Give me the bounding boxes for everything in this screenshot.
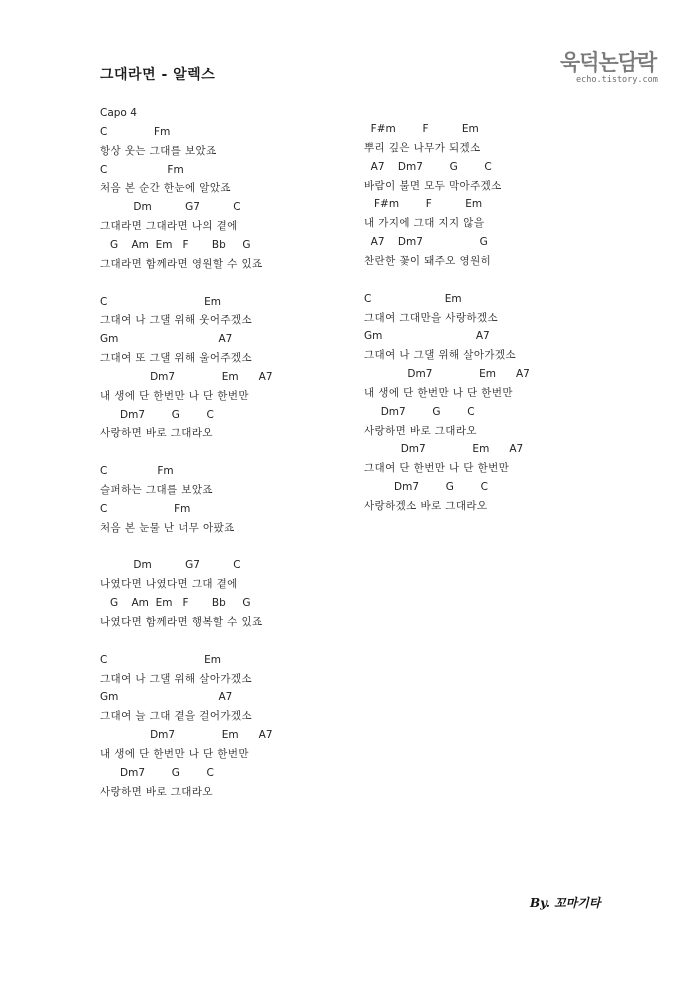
lyric-line: 사랑하면 바로 그대라오 [364,424,477,437]
lyric-line: 뿌리 깊은 나무가 되겠소 [364,141,481,154]
logo-url-text: echo.tistory.com [576,75,658,85]
chord-line: Dm7 G C [364,481,488,494]
lyric-line: 그대여 그대만을 사랑하겠소 [364,311,498,324]
lyric-line: 그대여 또 그댈 위해 울어주겠소 [100,352,253,365]
chord-line: Dm7 Em A7 [364,443,524,456]
chord-line: Gm A7 [100,691,233,704]
chord-line: Dm7 G C [100,408,214,421]
chord-line: C Fm [100,502,191,515]
chord-line: Dm G7 C [100,201,241,214]
logo-main-text: 욱덕논담락 [560,51,657,76]
lyric-line: 사랑하면 바로 그대라오 [100,427,213,440]
chord-line: C Em [364,292,462,305]
chord-line: G Am Em F Bb G [100,238,251,251]
lyric-line: 내 생에 단 한번만 나 단 한번만 [100,747,249,760]
lyric-line: 나였다면 함께라면 행복할 수 있죠 [100,615,263,628]
author-signature: By. 꼬마기타 [530,896,601,910]
lyric-line: 처음 본 순간 한눈에 알았죠 [100,182,231,195]
lyric-line: 처음 본 눈물 난 너무 아팠죠 [100,521,235,534]
blog-logo [560,46,680,98]
lyric-line: 그대여 나 그댈 위해 살아가겠소 [364,349,517,362]
chord-line: C Fm [100,125,171,138]
lyric-line: 그대여 단 한번만 나 단 한번만 [364,462,510,475]
chord-line: Dm7 Em A7 [100,729,273,742]
chord-line: Capo 4 [100,107,137,119]
chord-line: F#m F Em [364,198,483,211]
chord-line: C Fm [100,465,174,478]
chord-line: Dm7 Em A7 [364,368,530,381]
lyric-line: 항상 웃는 그대를 보았죠 [100,144,217,157]
chord-line: C Em [100,653,221,666]
lyric-line: 그대라면 그대라면 나의 곁에 [100,220,238,233]
lyric-line: 사랑하면 바로 그대라오 [100,785,213,798]
lyric-line: 내 가지에 그대 지지 않을 [364,217,485,230]
lyric-line: 사랑하겠소 바로 그대라오 [364,500,488,512]
chord-line: F#m F Em [364,123,479,135]
lyric-line: 그대여 나 그댈 위해 웃어주겠소 [100,314,253,327]
lyric-line: 그대여 늘 그대 곁을 걸어가겠소 [100,710,253,723]
lyric-line: 슬퍼하는 그대를 보았죠 [100,484,213,496]
chord-line: A7 Dm7 G C [364,160,492,173]
lyric-line: 내 생에 단 한번만 나 단 한번만 [100,389,249,402]
chord-line: Dm7 Em A7 [100,370,273,383]
chord-line: C Em [100,295,221,308]
lyric-line: 바람이 불면 모두 막아주겠소 [364,179,502,192]
chord-line: Dm G7 C [100,559,241,572]
chord-line: Gm A7 [364,330,490,343]
lyric-line: 그대여 나 그댈 위해 살아가겠소 [100,672,253,685]
chord-line: Dm7 G C [100,766,214,779]
chord-line: C Fm [100,163,184,176]
lyric-line: 찬란한 꽃이 돼주오 영원히 [364,254,492,267]
chord-line: Gm A7 [100,333,233,346]
chord-line: G Am Em F Bb G [100,597,251,610]
chord-line: A7 Dm7 G [364,236,488,249]
lyric-line: 그대라면 함께라면 영원할 수 있죠 [100,257,263,270]
chord-line: Dm7 G C [364,405,475,418]
lyric-line: 나였다면 나였다면 그대 곁에 [100,578,238,591]
page-title: 그대라면 - 알렉스 [100,67,216,83]
lyric-line: 내 생에 단 한번만 나 단 한번만 [364,386,513,399]
